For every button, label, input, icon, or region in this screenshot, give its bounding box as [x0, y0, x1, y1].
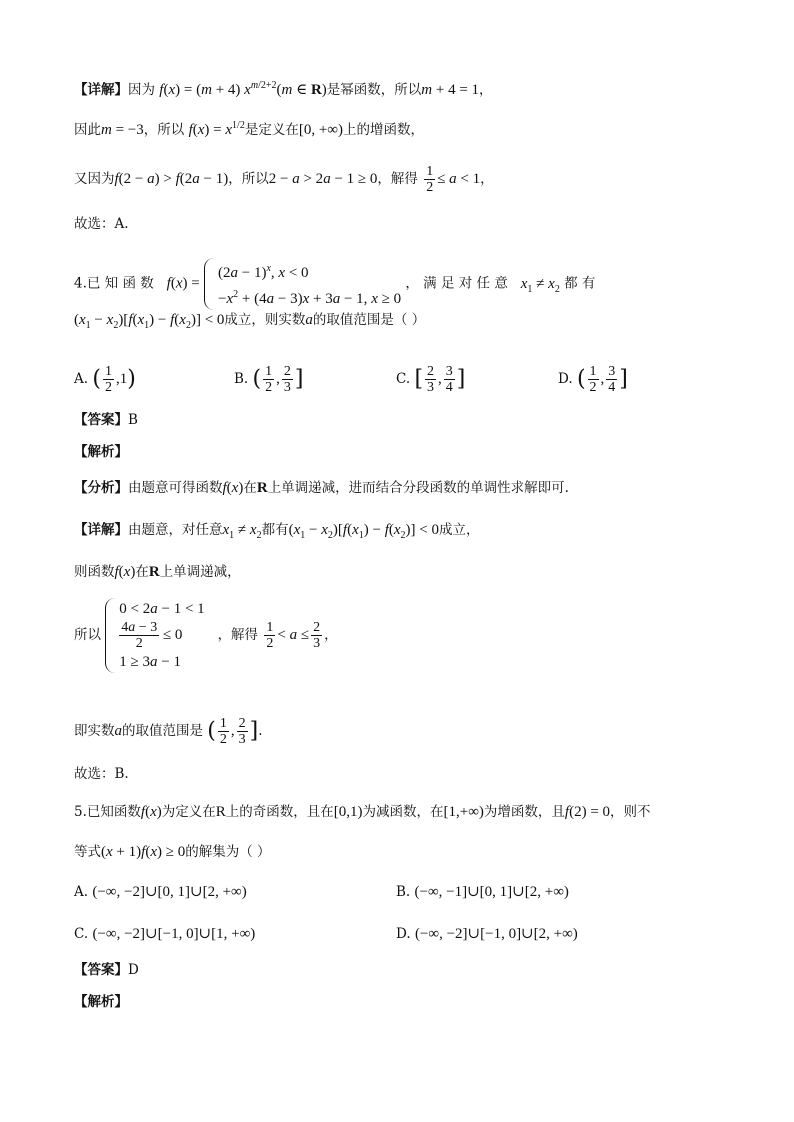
- q3-detail-line1: 【详解】因为 f(x) = (m + 4) $x^{m/2+2}(m$ ∈ R)是幂函数，所以m + 4 = 1，: [74, 80, 493, 98]
- q3-detail-line3: 又因为f(2 − a) > f(2a − 1)，所以2 − a > 2a − 1 ≥ 0，解得 $\frac{1}{2}$ ≤ a < 1，: [74, 164, 494, 195]
- q4-detail: 【详解】由题意，对任意$x_1 \ne x_2$都有$(x_1 - x_2)[f(x_1) - f(x_2)] < 0$成立，: [74, 522, 480, 541]
- q4-analysis: 【分析】由题意可得函数f(x)在R上单调递减，进而结合分段函数的单调性求解即可.: [74, 480, 569, 496]
- q4-analysis-head: 【解析】: [74, 444, 128, 460]
- q5-answer: 【答案】D: [74, 962, 139, 978]
- q4-choose: 故选：B.: [74, 766, 129, 782]
- q4-stem-line1: 4.已 知 函 数 f(x) = $(2a - 1)^x$, x < 0 $-x^2 + (4a - 3)x + 3a - 1$, x ≥ 0 ， 满 足 对 任 意 $x_1 \ne x_2$ 都 有: [74, 258, 595, 310]
- q4-system: 所以 0 < 2a − 1 < 1 $\frac{4a - 3}{2}$ ≤ 0 1 ≥ 3a − 1 ，解得 $\frac{1}{2}$ < a ≤ $\frac{2}{3}$ ，: [74, 598, 338, 673]
- piecewise-function: $(2a - 1)^x$, x < 0 $-x^2 + (4a - 3)x + 3a - 1$, x ≥ 0: [204, 258, 401, 310]
- q4-option-b: B. ( $\frac{1}{2}$ , $\frac{2}{3}$ ]: [234, 364, 304, 395]
- q4-then: 则函数f(x)在R上单调递减，: [74, 564, 241, 580]
- inequality-system: 0 < 2a − 1 < 1 $\frac{4a - 3}{2}$ ≤ 0 1 ≥ 3a − 1: [105, 598, 204, 673]
- q4-stem-line2: $(x_1 - x_2)[f(x_1) - f(x_2)] < 0$成立，则实数a的取值范围是（ ）: [74, 312, 426, 331]
- q5-option-b: B. (−∞, −1]∪[0, 1]∪[2, +∞): [396, 884, 569, 900]
- q5-stem-line1: 5.已知函数f(x)为定义在R上的奇函数，且在[0,1)为减函数，在[1,+∞)为增函数，且f(2) = 0，则不: [74, 804, 651, 820]
- q5-analysis-head: 【解析】: [74, 994, 128, 1010]
- q4-option-a: A. ( $\frac{1}{2}$ ,1): [74, 364, 136, 395]
- detail-label: 【详解】: [74, 82, 128, 98]
- q5-option-c: C. (−∞, −2]∪[−1, 0]∪[1, +∞): [74, 926, 256, 942]
- q3-choose: 故选：A.: [74, 216, 129, 232]
- q3-detail-line2: 因此m = −3，所以 $f(x) = x^{1/2}$是定义在[0, +∞)上的增函数，: [74, 120, 424, 138]
- q5-stem-line2: 等式(x + 1)f(x) ≥ 0的解集为（ ）: [74, 844, 271, 860]
- q4-answer: 【答案】B: [74, 412, 138, 428]
- q4-option-d: D. ( $\frac{1}{2}$ , $\frac{3}{4}$ ]: [558, 364, 628, 395]
- q5-option-d: D. (−∞, −2]∪[−1, 0]∪[2, +∞): [396, 926, 578, 942]
- q4-range: 即实数a的取值范围是 ( $\frac{1}{2}$ , $\frac{2}{3}$ ].: [74, 716, 263, 747]
- q5-option-a: A. (−∞, −2]∪[0, 1]∪[2, +∞): [74, 884, 247, 900]
- q4-option-c: C. [ $\frac{2}{3}$ , $\frac{3}{4}$ ]: [396, 364, 466, 395]
